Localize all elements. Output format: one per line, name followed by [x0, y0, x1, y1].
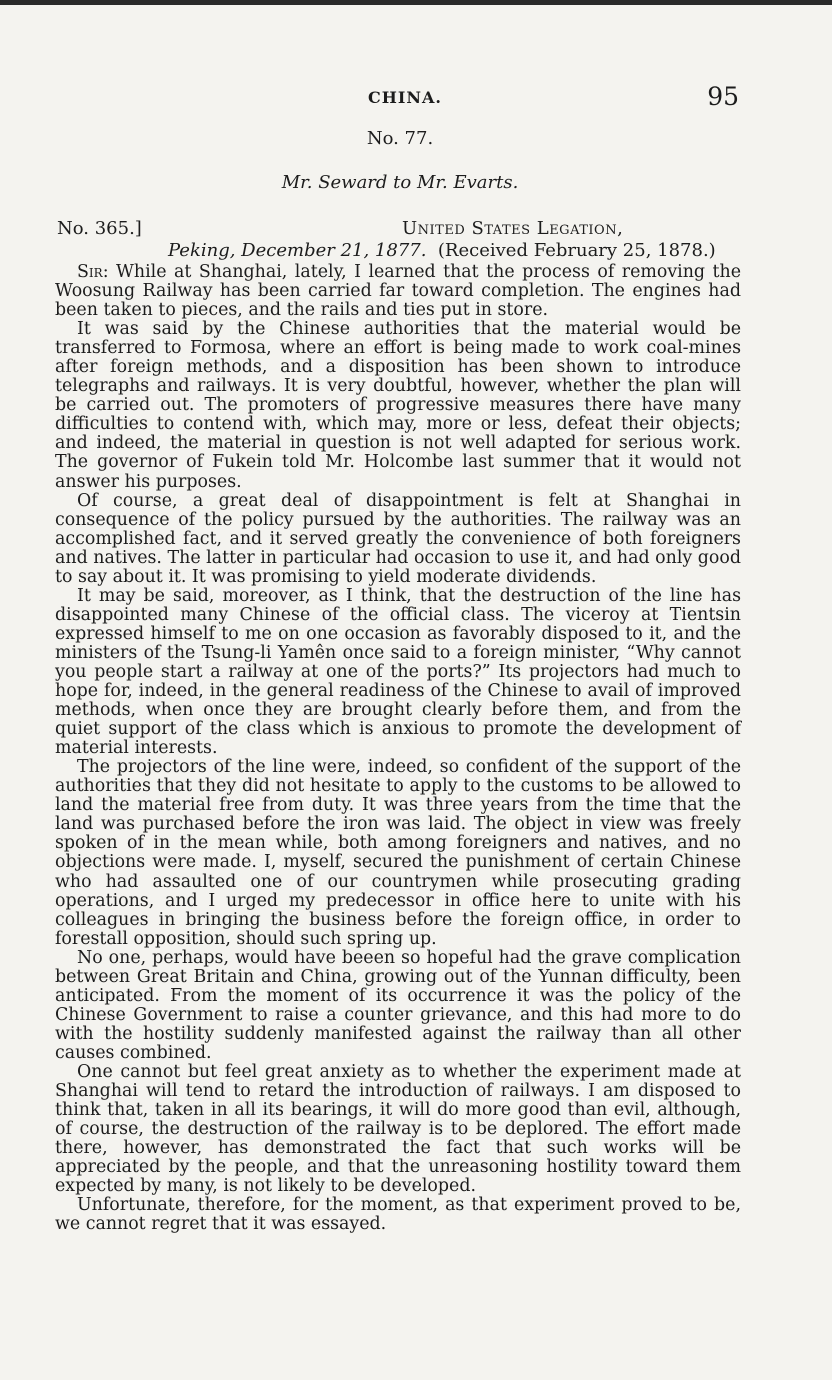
- paragraph: Of course, a great deal of disappointment is felt at Shanghai in consequence of the policy pursued by the authorities. The railway was an accomplished fact, and it served greatly the convenience of both foreigners and natives. The latter in particular had occasion to use it, and had only good to say about it. It was promising to yield moderate dividends.: [55, 490, 741, 587]
- paragraph: [55, 263, 741, 320]
- date-line: [168, 240, 716, 261]
- running-head-title: CHINA.: [368, 88, 442, 107]
- received-date: (Received February 25, 1878.): [437, 240, 716, 261]
- paragraph-text: While at Shanghai, lately, I learned that the process of removing the Woosung Railway has been carried far toward completion. The engines had been taken to pieces, and the rails and ties put in store.: [55, 262, 741, 321]
- top-border: [0, 0, 832, 5]
- paragraph: Unfortunate, therefore, for the moment, as that experiment proved to be, we cannot regret that it was essayed.: [55, 1195, 741, 1235]
- paragraph: No one, perhaps, would have beeen so hopeful had the grave complication between Great Britain and China, growing out of the Yunnan difficulty, been anticipated. From the moment of its occurrence it was the policy of the Chinese Government to raise a counter grievance, and this had more to do with the hostility suddenly manifested against the railway than all other causes combined.: [55, 947, 741, 1063]
- page-number: 95: [707, 82, 739, 111]
- legation-name: United States Legation,: [402, 218, 624, 239]
- place-date: Peking, December 21, 1877.: [168, 240, 427, 261]
- letter-body: [55, 263, 741, 1234]
- document-number: No. 77.: [366, 128, 434, 149]
- reference-number: No. 365.]: [57, 218, 142, 239]
- reference-line: [57, 218, 741, 242]
- paragraph: It may be said, moreover, as I think, that the destruction of the line has disappointed many Chinese of the official class. The viceroy at Tientsin expressed himself to me on one occasion as favorably disposed to it, and the ministers of the Tsung-li Yamên once said to a foreign minister, “Why cannot you people start a railway at one of the ports?” Its projectors had much to hope for, indeed, in the general readiness of the Chinese to avail of improved methods, when once they are brought clearly before them, and from the quiet support of the class which is anxious to promote the development of material interests.: [55, 585, 741, 759]
- letter-heading: Mr. Seward to Mr. Evarts.: [281, 172, 519, 193]
- salutation: Sir:: [77, 262, 109, 282]
- running-head: [55, 82, 745, 112]
- paragraph: It was said by the Chinese authorities that the material would be transferred to Formosa, where an effort is being made to work coal-mines after foreign methods, and a disposition has been shown to introduce telegraphs and railways. It is very doubtful, however, whether the plan will be carried out. The promoters of progressive measures there have many difficulties to contend with, which may, more or less, defeat their objects; and indeed, the material in question is not well adapted for serious work. The governor of Fukein told Mr. Holcombe last summer that it would not answer his purposes.: [55, 319, 741, 492]
- paragraph: The projectors of the line were, indeed, so confident of the support of the authorities that they did not hesitate to apply to the customs to be allowed to land the material free from duty. It was three years from the time that the land was purchased before the iron was laid. The object in view was freely spoken of in the mean while, both among foreigners and natives, and no objections were made. I, myself, secured the punishment of certain Chinese who had assaulted one of our countrymen while prosecuting grading operations, and I urged my predecessor in office here to unite with his colleagues in bringing the business before the foreign office, in order to forestall opposition, should such spring up.: [55, 757, 741, 949]
- paragraph: One cannot but feel great anxiety as to whether the experiment made at Shanghai will tend to retard the introduction of railways. I am disposed to think that, taken in all its bearings, it will do more good than evil, although, of course, the destruction of the railway is to be deplored. The effort made there, however, has demonstrated the fact that such works will be appreciated by the people, and that the unreasoning hostility toward them expected by many, is not likely to be developed.: [55, 1061, 741, 1197]
